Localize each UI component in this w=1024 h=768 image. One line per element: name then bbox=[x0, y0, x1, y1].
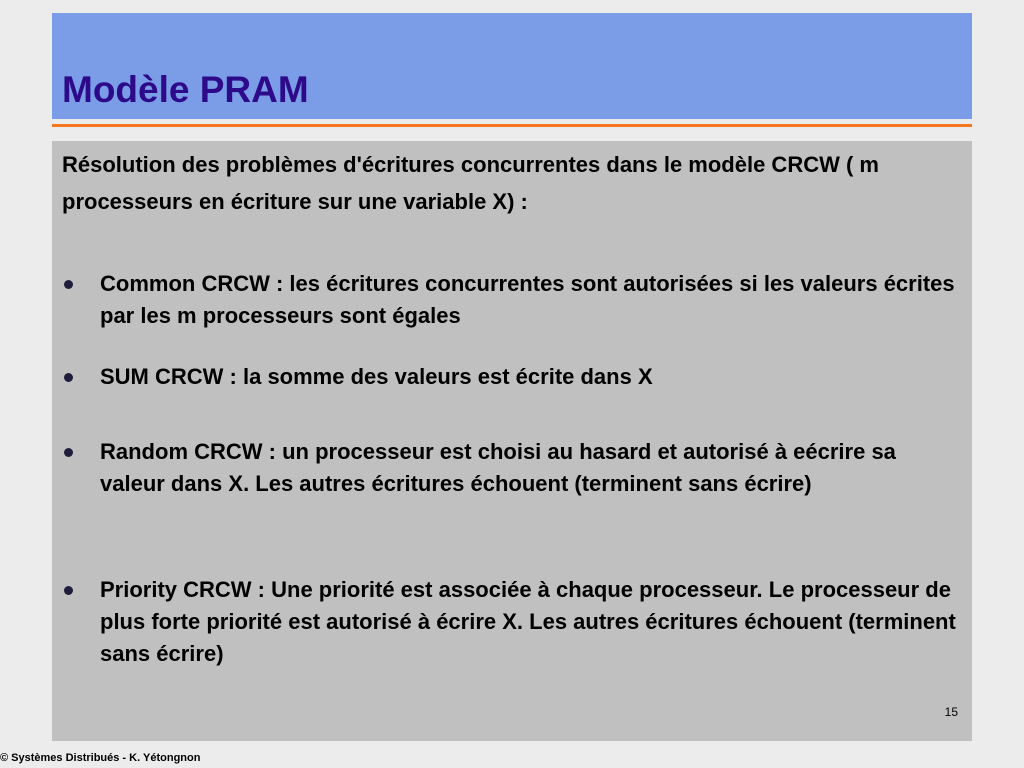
bullet-text: Random CRCW : un processeur est choisi au hasard et autorisé à eécrire sa valeur dans X. Les autres écritures échouent (terminent sans écrire) bbox=[100, 439, 896, 496]
slide-title: Modèle PRAM bbox=[62, 69, 309, 110]
bullet-text: Common CRCW : les écritures concurrentes sont autorisées si les valeurs écrites par les m processeurs sont égales bbox=[100, 271, 955, 328]
page-number: 15 bbox=[944, 705, 958, 719]
bullet-text: Priority CRCW : Une priorité est associée à chaque processeur. Le processeur de plus forte priorité est autorisé à écrire X. Les autres écritures échouent (terminent sans écrire) bbox=[100, 577, 956, 666]
content-panel bbox=[52, 141, 972, 741]
bullet-text: SUM CRCW : la somme des valeurs est écrite dans X bbox=[100, 364, 653, 389]
footer-copyright: © Systèmes Distribués - K. Yétongnon bbox=[0, 752, 201, 764]
bullet-dot-icon bbox=[64, 373, 73, 382]
bullet-dot-icon bbox=[64, 586, 73, 595]
bullet-dot-icon bbox=[64, 448, 73, 457]
bullet-dot-icon bbox=[64, 280, 73, 289]
title-divider bbox=[52, 124, 972, 127]
intro-paragraph: Résolution des problèmes d'écritures concurrentes dans le modèle CRCW ( m processeurs en écriture sur une variable X) : bbox=[62, 152, 879, 214]
